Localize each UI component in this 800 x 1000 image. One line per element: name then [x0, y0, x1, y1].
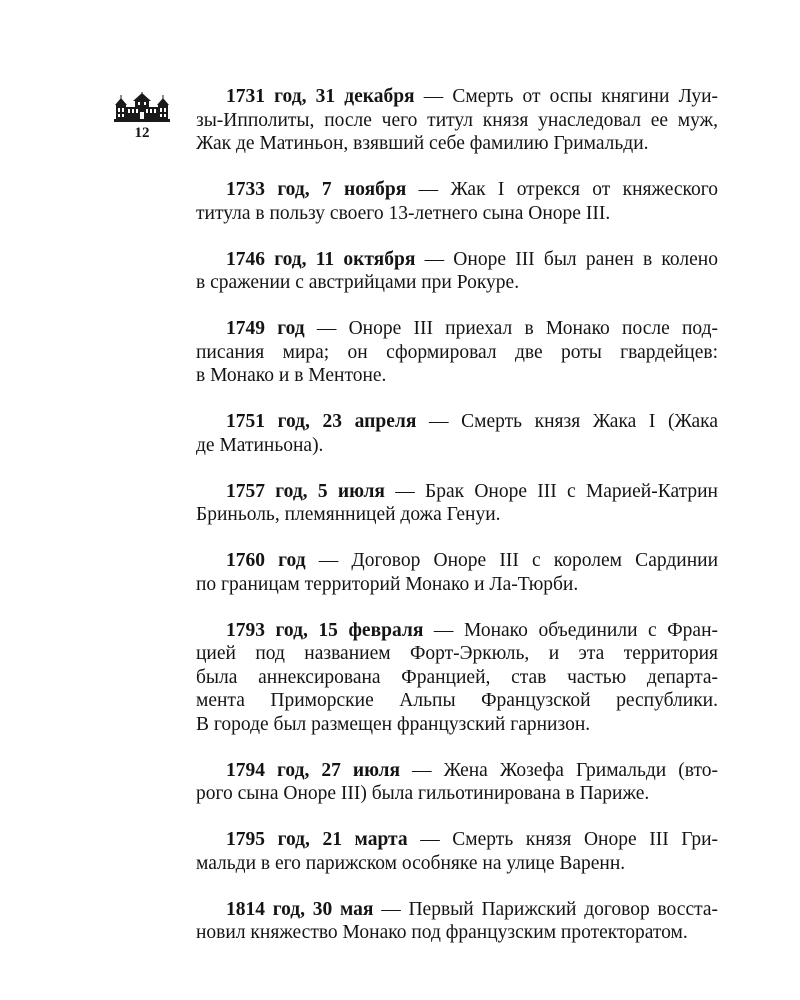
chronology-entry [196, 480, 718, 527]
entry-line [196, 480, 718, 504]
entry-line [196, 85, 718, 109]
chronology-entry [196, 410, 718, 457]
entry-line [196, 248, 718, 272]
entry-line: Жак де Матиньон, взявший себе фамилию Гримальди. [196, 133, 649, 154]
entry-text: — Оноре III был ранен в колено [415, 248, 718, 270]
entry-date: 1793 год, 15 февраля [226, 619, 424, 641]
chronology-entry [196, 759, 718, 806]
palace-icon [113, 92, 171, 122]
chronology-entry [196, 248, 718, 295]
entry-date: 1814 год, 30 мая [226, 898, 374, 920]
entry-line [196, 549, 718, 573]
entry-line [196, 317, 718, 341]
chronology [196, 85, 718, 967]
entry-text: — Монако объединили с Фран- [423, 619, 718, 641]
chronology-entry [196, 85, 718, 156]
entry-line: мальди в его парижском особняке на улице Варенн. [196, 852, 626, 874]
entry-text: — Жена Жозефа Гримальди (вто- [400, 759, 718, 781]
entry-line: титула в пользу своего 13-летнего сына Оноре III. [196, 202, 611, 224]
entry-line: была аннексирована Францией, став частью департа- [196, 666, 718, 688]
entry-date: 1795 год, 21 марта [226, 829, 408, 850]
entry-line: де Матиньона). [196, 434, 324, 456]
entry-text: — Смерть князя Оноре III Гри- [407, 829, 718, 850]
page-number: 12 [134, 125, 150, 141]
entry-line: рого сына Оноре III) была гильотинирована в Париже. [196, 783, 650, 804]
entry-line: цией под названием Форт-Эркюль, и эта территория [196, 643, 718, 664]
entry-text: — Оноре III приехал в Монако после под- [304, 318, 718, 339]
entry-line: В городе был размещен французский гарнизон. [196, 713, 591, 735]
entry-line: писания мира; он сформировал две роты гвардейцев: [196, 341, 718, 363]
chronology-entry [196, 178, 718, 225]
entry-line [196, 619, 718, 643]
entry-date: 1749 год [226, 318, 305, 339]
entry-line [196, 178, 718, 202]
entry-text: — Жак I отрекся от княжеского [406, 179, 718, 200]
entry-date: 1794 год, 27 июля [226, 759, 401, 781]
entry-line: мента Приморские Альпы Французской республики. [196, 690, 718, 711]
chronology-entry [196, 898, 718, 945]
entry-line: Бриньоль, племянницей дожа Генуи. [196, 504, 501, 525]
entry-text: — Смерть князя Жака I (Жака [416, 411, 718, 432]
entry-date: 1757 год, 5 июля [226, 480, 385, 502]
entry-date: 1733 год, 7 ноября [226, 179, 407, 200]
chronology-entry [196, 549, 718, 596]
chronology-entry [196, 317, 718, 388]
entry-text: — Брак Оноре III с Марией-Катрин [384, 480, 718, 502]
entry-date: 1746 год, 11 октября [226, 248, 416, 270]
entry-text: — Первый Парижский договор восста- [373, 898, 719, 920]
entry-text: — Договор Оноре III с королем Сардинии [305, 550, 719, 571]
chronology-entry [196, 619, 718, 737]
entry-line [196, 828, 718, 852]
entry-line: по границам территорий Монако и Ла-Тюрби. [196, 573, 579, 595]
entry-line: новил княжество Монако под французским протекторатом. [196, 922, 688, 943]
entry-line [196, 759, 718, 783]
entry-line: зы-Ипполиты, после чего титул князя унаследовал ее муж, [196, 109, 718, 131]
entry-date: 1731 год, 31 декабря [226, 86, 415, 107]
entry-date: 1760 год [226, 550, 306, 571]
entry-line: в Монако и в Ментоне. [196, 365, 387, 386]
entry-line: в сражении с австрийцами при Рокуре. [196, 272, 520, 293]
entry-date: 1751 год, 23 апреля [226, 411, 417, 432]
chronology-entry [196, 828, 718, 875]
entry-line [196, 898, 718, 922]
entry-text: — Смерть от оспы княгини Луи- [414, 86, 718, 107]
entry-line [196, 410, 718, 434]
